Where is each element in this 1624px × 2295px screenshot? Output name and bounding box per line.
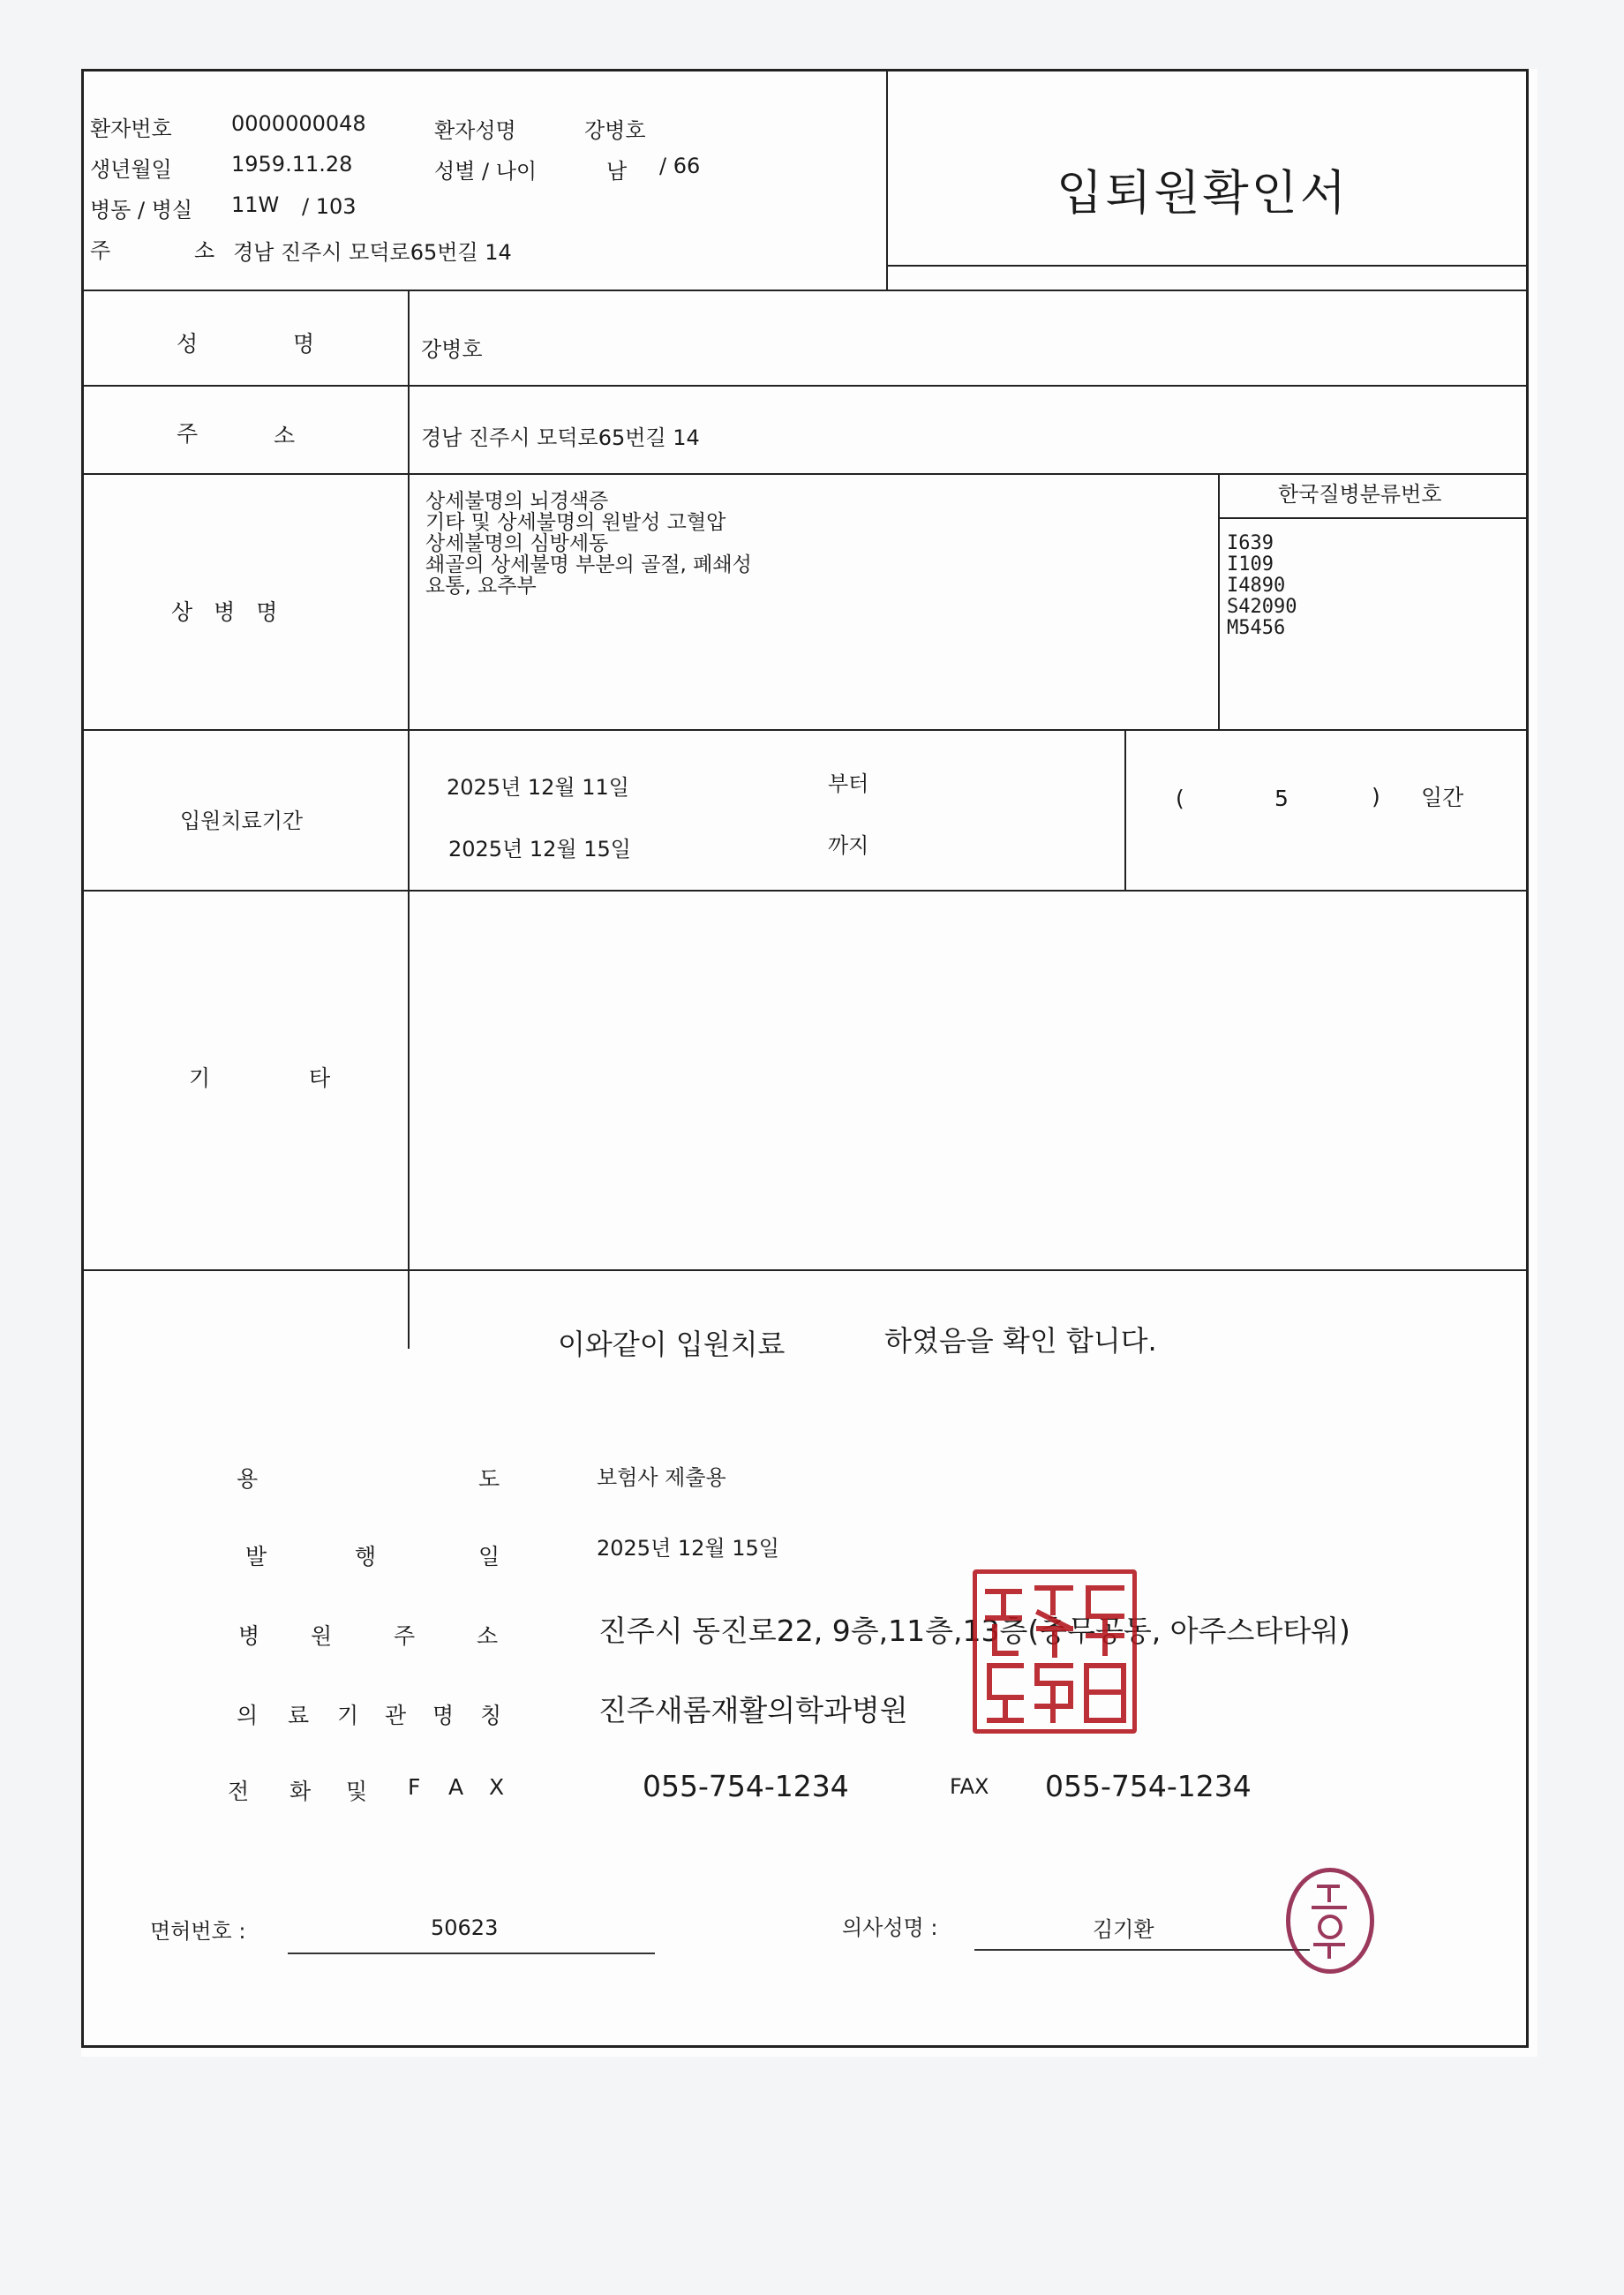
issue-date-label-1: 발 (245, 1544, 267, 1569)
license-value: 50623 (431, 1915, 499, 1940)
row-line-1 (81, 290, 1529, 291)
name-label-2: 명 (293, 331, 315, 357)
purpose-label-2: 도 (478, 1466, 500, 1492)
diagnosis-code-4: S42090 (1227, 596, 1297, 618)
name-label-1: 성 (177, 331, 199, 357)
issue-date-label-3: 일 (478, 1544, 500, 1569)
days-suffix: 일간 (1421, 785, 1464, 810)
diagnosis-name-4: 쇄골의 상세불명 부분의 골절, 폐쇄성 (425, 553, 752, 576)
phone-label-1: 전 (228, 1779, 250, 1804)
period-to-suffix: 까지 (828, 833, 869, 858)
issue-date-value: 2025년 12월 15일 (597, 1536, 779, 1561)
diagnosis-name-5: 요통, 요추부 (425, 575, 537, 598)
room: / 103 (302, 194, 357, 219)
row-line-5 (81, 890, 1529, 892)
days-close-paren: ) (1372, 784, 1380, 809)
patient-name-label: 환자성명 (434, 118, 516, 143)
fax-value: 055-754-1234 (1045, 1769, 1252, 1803)
issue-date-label-2: 행 (355, 1544, 377, 1569)
hospital-seal-graphic (977, 1574, 1132, 1729)
name-value: 강병호 (421, 337, 483, 362)
fax-label: FAX (950, 1774, 989, 1799)
address-label-2: 소 (274, 423, 296, 448)
confirmation-text-1: 이와같이 입원치료 (558, 1328, 786, 1361)
phone-label-2: 화 (289, 1779, 312, 1804)
hospital-name-label-4: 관 (385, 1703, 407, 1728)
hospital-address-label-2: 원 (311, 1623, 333, 1649)
license-label: 면허번호 : (150, 1919, 246, 1944)
row-line-4 (81, 729, 1529, 731)
days-open-paren: ( (1176, 786, 1184, 811)
period-to: 2025년 12월 15일 (448, 837, 631, 862)
hospital-name-label-6: 칭 (480, 1703, 502, 1728)
diagnosis-code-3: I4890 (1227, 575, 1286, 597)
hospital-address-label-3: 주 (394, 1623, 416, 1649)
doctor-label: 의사성명 : (842, 1915, 938, 1940)
sex: 남 (606, 159, 628, 184)
title-underline (886, 265, 1529, 267)
birth-label: 생년월일 (90, 157, 172, 182)
hospital-name-value: 진주새롬재활의학과병원 (598, 1693, 908, 1727)
hospital-name-label-5: 명 (432, 1703, 455, 1728)
purpose-value: 보험사 제출용 (597, 1465, 726, 1490)
diagnosis-code-5: M5456 (1227, 617, 1286, 639)
patient-name: 강병호 (584, 118, 646, 143)
address-label-1: 주 (177, 421, 199, 447)
code-header: 한국질병분류번호 (1278, 482, 1442, 507)
purpose-label-1: 용 (237, 1466, 259, 1492)
code-header-line (1218, 517, 1529, 519)
code-column-line (1218, 473, 1220, 729)
doctor-stamp-graphic (1290, 1872, 1370, 1969)
diagnosis-code-2: I109 (1227, 553, 1274, 576)
phone-label-4: F (408, 1774, 421, 1800)
row-line-3 (81, 473, 1529, 475)
doctor-value: 김기환 (1093, 1917, 1154, 1942)
period-from: 2025년 12월 11일 (447, 775, 629, 800)
header-address: 경남 진주시 모덕로65번길 14 (233, 240, 512, 265)
diagnosis-name-3: 상세불명의 심방세동 (425, 532, 609, 555)
phone-value: 055-754-1234 (643, 1769, 849, 1803)
sex-age-label: 성별 / 나이 (434, 159, 538, 184)
row-line-2 (81, 385, 1529, 387)
patient-no: 0000000048 (231, 111, 366, 136)
diagnosis-label: 상 병 명 (171, 599, 285, 625)
patient-no-label: 환자번호 (90, 117, 172, 141)
confirmation-text-2: 하였음을 확인 합니다. (884, 1324, 1157, 1358)
header-address-label-1: 주 (90, 238, 111, 263)
phone-label-6: X (489, 1774, 505, 1800)
period-label: 입원치료기간 (180, 809, 304, 833)
form-frame (81, 69, 1529, 2048)
age: / 66 (659, 154, 701, 178)
days-column-line (1124, 729, 1126, 890)
hospital-name-label-3: 기 (337, 1703, 359, 1728)
period-from-suffix: 부터 (828, 771, 869, 796)
ward: 11W (231, 192, 280, 217)
diagnosis-name-1: 상세불명의 뇌경색증 (425, 490, 609, 513)
other-label-1: 기 (189, 1065, 211, 1091)
hospital-name-label-2: 료 (288, 1703, 310, 1728)
label-column-line (408, 290, 410, 1349)
hospital-seal (973, 1569, 1137, 1734)
other-label-2: 타 (309, 1065, 331, 1091)
address-value: 경남 진주시 모덕로65번길 14 (421, 425, 700, 450)
header-divider (886, 69, 888, 290)
license-underline (288, 1953, 655, 1954)
row-line-6 (81, 1269, 1529, 1271)
diagnosis-code-1: I639 (1227, 532, 1274, 554)
ward-label: 병동 / 병실 (90, 198, 193, 222)
phone-label-5: A (448, 1774, 464, 1800)
doctor-underline (974, 1949, 1310, 1951)
doctor-stamp (1286, 1868, 1374, 1974)
days-value: 5 (1274, 786, 1289, 811)
document-page (81, 69, 1538, 2057)
hospital-address-label-4: 소 (477, 1623, 499, 1649)
diagnosis-name-2: 기타 및 상세불명의 원발성 고혈압 (425, 511, 726, 534)
phone-label-3: 및 (346, 1779, 368, 1804)
hospital-name-label-1: 의 (237, 1703, 259, 1728)
birth: 1959.11.28 (231, 152, 353, 177)
hospital-address-value: 진주시 동진로22, 9층,11층,13층(충무공동, 아주스타타워) (598, 1614, 1350, 1648)
header-address-label-2: 소 (194, 238, 215, 263)
document-title: 입퇴원확인서 (1056, 165, 1349, 221)
hospital-address-label-1: 병 (238, 1623, 260, 1649)
